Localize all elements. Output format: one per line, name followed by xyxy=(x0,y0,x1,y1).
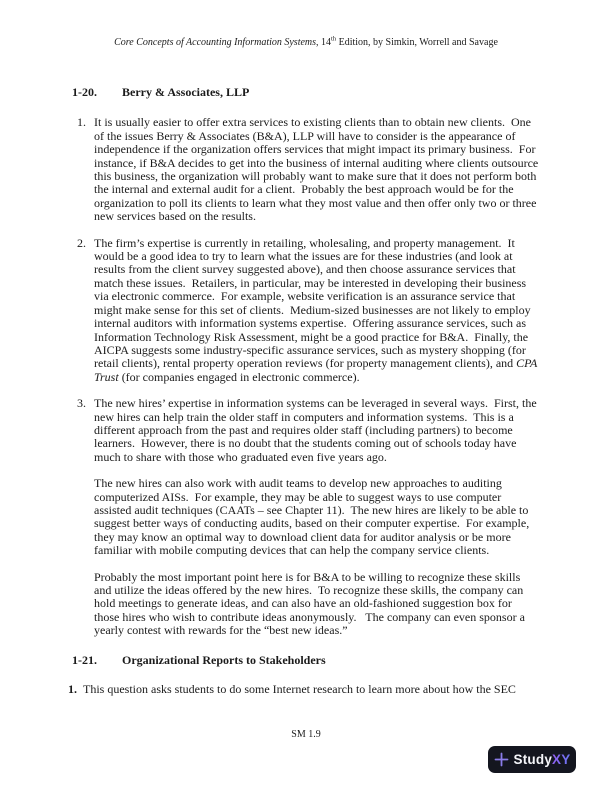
page-body xyxy=(68,85,542,697)
list-item-text: The new hires’ expertise in information systems can be leveraged in several ways. First, the new hires can help train the older staff in computers and information systems. This is a different approach from the past and requires older staff (including partners) to become learners. However, there is no doubt that the students coming out of schools today have much to share with those who graduated even five years ago. xyxy=(94,396,540,464)
running-head-edition-pre: , 14 xyxy=(316,37,332,48)
brand-name-primary: Study xyxy=(513,752,553,767)
list-item-number: 1. xyxy=(68,682,77,697)
section-number: 1-21. xyxy=(72,652,97,667)
list-item xyxy=(72,237,540,384)
section-title: Berry & Associates, LLP xyxy=(122,85,250,99)
list-item xyxy=(72,397,540,464)
list-item xyxy=(72,116,540,223)
list-item xyxy=(68,683,540,696)
section-number: 1-20. xyxy=(72,85,97,99)
plus-icon xyxy=(494,752,509,767)
running-head-edition-ordinal: th xyxy=(331,35,337,43)
continuation-paragraph: Probably the most important point here is for B&A to be willing to recognize these skills and utilize the ideas offered by the new hires. To recognize these skills, the company can hold meetings to generate ideas, and can also have an old-fashioned suggestion box for those hires who wish to contribute ideas anonymously. The company can even sponsor a yearly contest with rewards for the “best new ideas.” xyxy=(94,569,528,638)
brand-name-accent: XY xyxy=(552,752,571,767)
section-heading-1-21 xyxy=(72,654,540,667)
list-item-text xyxy=(94,237,540,384)
continuation-paragraph: The new hires can also work with audit teams to develop new approaches to auditing computerized AISs. For example, they may be able to suggest ways to use computer assisted audit techniques (CAATs – see Chapter 11). The new hires are likely to be able to suggest better ways of conducting audits, based on their computer expertise. For example, they may know an optimal way to download client data for auditor analysis or be more familiar with mobile computing devices that can help the company service clients. xyxy=(94,476,533,558)
list-item-number: 1. xyxy=(77,115,86,130)
studyxy-brand-badge xyxy=(488,746,576,773)
list-item-text-end: (for companies engaged in electronic commerce). xyxy=(118,369,360,384)
running-head xyxy=(0,37,612,49)
list-item-text-start: The firm’s expertise is currently in retailing, wholesaling, and property management. It would be a good idea to try to learn what the issues are for these industries (and look at results from the client survey suggested above), and then choose assurance services that match these issues. Retailers, in particular, may be interested in developing their business via electronic commerce. For example, website verification is an assurance service that might make sense for this set of clients. Medium-sized businesses are not likely to employ internal auditors with information systems expertise. Offering assurance services, such as Information Technology Risk Assessment, might be a good practice for B&A. Finally, the AICPA suggests some industry-specific assurance services, such as mystery shopping (for retail clients), rental property operation reviews (for property management clients), and xyxy=(94,235,534,371)
list-item-number: 3. xyxy=(77,396,86,411)
list-item-number: 2. xyxy=(77,235,86,250)
running-head-book-title: Core Concepts of Accounting Information Systems xyxy=(114,37,317,48)
running-head-authors: Edition, by Simkin, Worrell and Savage xyxy=(336,37,498,48)
section-heading-1-20 xyxy=(72,86,540,99)
brand-wordmark xyxy=(514,752,571,767)
list-item-text: It is usually easier to offer extra services to existing clients than to obtain new clients. One of the issues Berry & Associates (B&A), LLP will have to consider is the appearance of independence if the organization offers services that might impact its primary business. For instance, if B&A decides to get into the business of internal auditing where clients outsource this business, the organization will probably want to make sure that it does not perform both the internal and external audit for a client. Probably the best approach would be for the organization to poll its clients to learn what they most value and then offer only two or three new services based on the results. xyxy=(94,115,542,224)
section-title: Organizational Reports to Stakeholders xyxy=(122,652,326,667)
list-item-text: This question asks students to do some Internet research to learn more about how the SEC xyxy=(83,682,516,697)
list-item-text-italic: CPA Trust xyxy=(94,356,541,384)
page-number-footer: SM 1.9 xyxy=(291,729,321,740)
